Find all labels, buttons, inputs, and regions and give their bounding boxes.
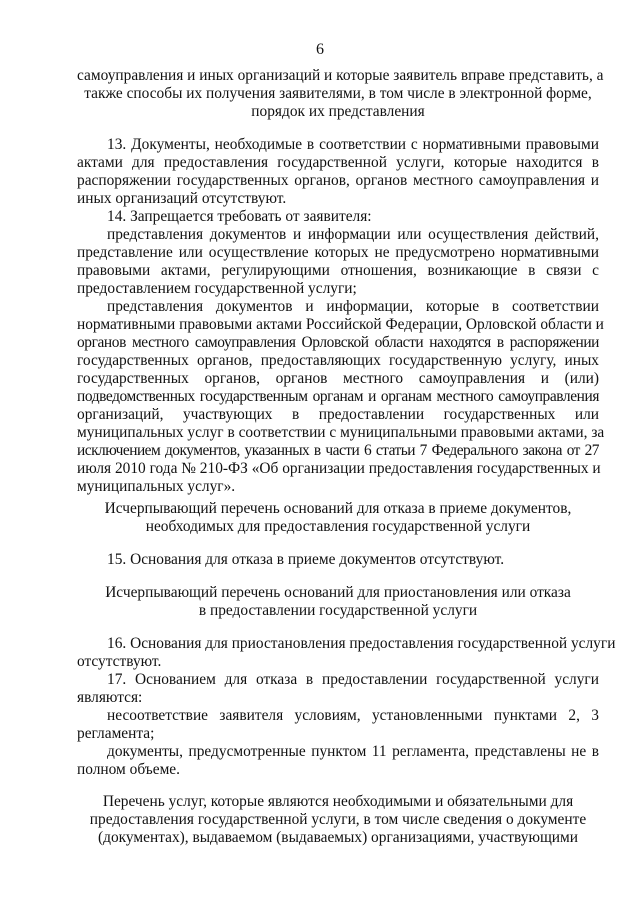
paragraph-line: предоставлением государственной услуги; bbox=[77, 280, 357, 297]
paragraph-line: исключением документов, указанных в части 6 статьи 7 Федерального закона от 27 bbox=[77, 442, 599, 459]
heading-line: также способы их получения заявителями, в том числе в электронной форме, bbox=[84, 85, 592, 102]
heading-line: порядок их представления bbox=[251, 103, 425, 120]
paragraph-line: отсутствуют. bbox=[77, 653, 162, 670]
section-heading: Исчерпывающий перечень оснований для приостановления или отказа bbox=[105, 584, 571, 601]
paragraph-line: правовыми актами, регулирующими отношения, возникающие в связи с bbox=[77, 262, 599, 279]
paragraph-line: полном объеме. bbox=[77, 761, 180, 778]
section-heading: в предоставлении государственной услуги bbox=[198, 602, 478, 619]
paragraph-line: 14. Запрещается требовать от заявителя: bbox=[107, 208, 372, 225]
paragraph-line: нормативными правовыми актами Российской Федерации, Орловской области и bbox=[77, 316, 604, 333]
section-heading: предоставления государственной услуги, в том числе сведения о документе bbox=[89, 811, 587, 828]
paragraph-line: актами для предоставления государственной услуги, которые находится в bbox=[77, 154, 599, 171]
paragraph-line: 16. Основания для приостановления предоставления государственной услуги bbox=[107, 635, 616, 652]
paragraph-line: иных организаций отсутствуют. bbox=[77, 190, 287, 207]
paragraph-line: документы, предусмотренные пунктом 11 регламента, представлены не в bbox=[107, 743, 599, 760]
section-heading: необходимых для предоставления государственной услуги bbox=[145, 518, 531, 535]
paragraph-line: представления документов и информации или осуществления действий, bbox=[107, 226, 599, 243]
paragraph-line: муниципальных услуг». bbox=[77, 478, 236, 495]
paragraph-line: представление или осуществление которых не предусмотрено нормативными bbox=[77, 244, 599, 261]
section-heading: (документах), выдаваемом (выдаваемых) организациями, участвующими bbox=[97, 829, 579, 846]
paragraph-line: 13. Документы, необходимые в соответствии с нормативными правовыми bbox=[107, 136, 599, 153]
page-number: 6 bbox=[316, 41, 324, 58]
paragraph-line: являются: bbox=[77, 689, 143, 706]
paragraph-line: несоответствие заявителя условиям, установленными пунктами 2, 3 bbox=[107, 707, 599, 724]
paragraph-line: 15. Основания для отказа в приеме документов отсутствуют. bbox=[107, 551, 505, 568]
section-heading: Перечень услуг, которые являются необходимыми и обязательными для bbox=[102, 793, 574, 810]
section-heading: Исчерпывающий перечень оснований для отказа в приеме документов, bbox=[104, 500, 572, 517]
paragraph-line: 17. Основанием для отказа в предоставлении государственной услуги bbox=[107, 671, 599, 688]
paragraph-line: июля 2010 года № 210-ФЗ «Об организации предоставления государственных и bbox=[77, 460, 601, 477]
paragraph-line: представления документов и информации, которые в соответствии bbox=[107, 298, 599, 315]
heading-line: самоуправления и иных организаций и которые заявитель вправе представить, а bbox=[77, 67, 604, 84]
paragraph-line: регламента; bbox=[77, 725, 155, 742]
paragraph-line: распоряжении государственных органов, органов местного самоуправления и bbox=[77, 172, 599, 189]
paragraph-line: подведомственных государственным органам и органам местного самоуправления bbox=[77, 388, 599, 405]
paragraph-line: государственных органов, предоставляющих государственную услугу, иных bbox=[77, 352, 599, 369]
paragraph-line: муниципальных услуг в соответствии с муниципальными правовыми актами, за bbox=[77, 424, 605, 441]
paragraph-line: государственных органов, органов местного самоуправления и (или) bbox=[77, 370, 599, 387]
paragraph-line: организаций, участвующих в предоставлении государственных или bbox=[77, 406, 599, 423]
paragraph-line: органов местного самоуправления Орловской области находятся в распоряжении bbox=[77, 334, 599, 351]
